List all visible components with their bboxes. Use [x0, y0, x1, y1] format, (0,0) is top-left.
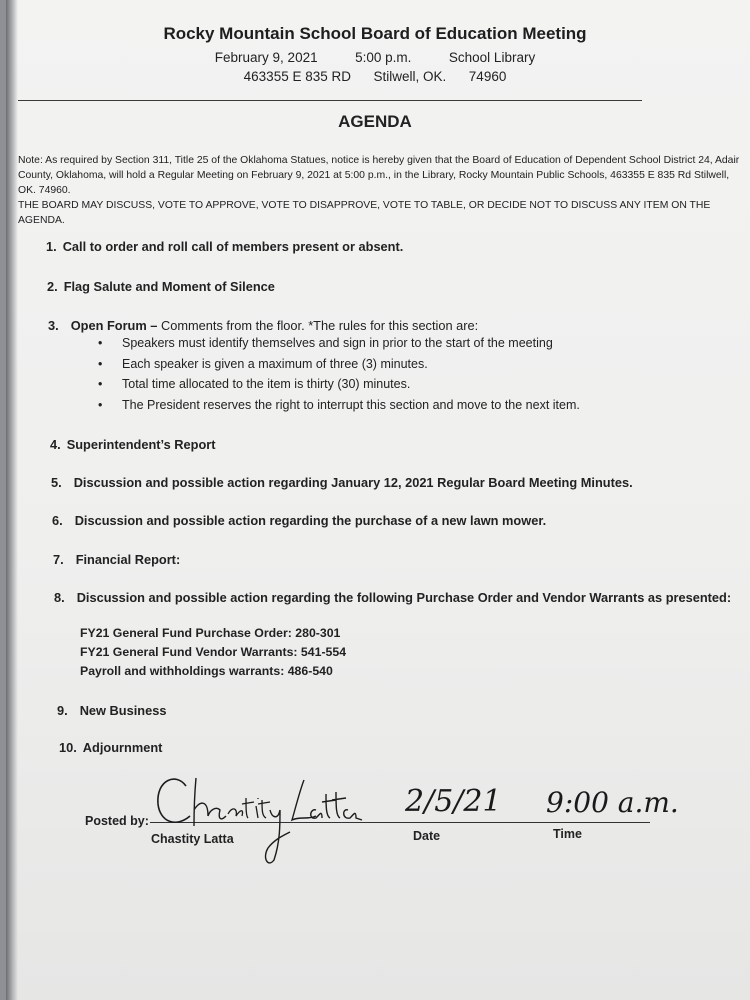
street-address: 463355 E 835 RD [243, 69, 351, 84]
bullet-icon: • [98, 377, 103, 391]
agenda-item: 3. Open Forum – Comments from the floor. *The rules for this section are: [48, 318, 479, 333]
bullet-icon: • [98, 336, 103, 350]
fund-line: FY21 General Fund Vendor Warrants: 541-554 [80, 645, 347, 659]
notice-caps: THE BOARD MAY DISCUSS, VOTE TO APPROVE, VOTE TO DISAPPROVE, VOTE TO TABLE, OR DECIDE NOT TO DISCUSS ANY ITEM ON THE AGENDA. [18, 200, 711, 226]
forum-rule: • Total time allocated to the item is thirty (30) minutes. [98, 377, 411, 391]
fund-line: FY21 General Fund Purchase Order: 280-301 [80, 626, 341, 640]
agenda-item: 6. Discussion and possible action regarding the purchase of a new lawn mower. [52, 513, 547, 528]
agenda-item: 5. Discussion and possible action regarding January 12, 2021 Regular Board Meeting Minutes. [51, 475, 633, 490]
bullet-icon: • [98, 398, 103, 412]
agenda-item: 2. Flag Salute and Moment of Silence [47, 279, 275, 294]
agenda-heading: AGENDA [338, 112, 412, 131]
handwritten-time: 9:00 a.m. [546, 786, 679, 819]
posted-by-label: Posted by: [85, 814, 149, 828]
agenda-item: 7. Financial Report: [53, 552, 181, 567]
agenda-item: 9. New Business [57, 703, 167, 718]
notice-text: Note: As required by Section 311, Title 25 of the Oklahoma Statues, notice is hereby given that the Board of Education of Dependent School District 24, Adair County, Oklahoma, will hold a Regular Meeting on February 9, 2021 at 5:00 p.m., in the Library, Rocky Mountain Public Schools, 463355 E 835 Rd Stilwell, OK. 74960. [18, 155, 740, 196]
header-divider [18, 100, 642, 101]
agenda-item: 10. Adjournment [59, 740, 163, 755]
date-label: Date [413, 829, 441, 843]
meeting-details [0, 50, 750, 65]
fund-line: Payroll and withholdings warrants: 486-540 [80, 664, 333, 678]
forum-rule: • Speakers must identify themselves and sign in prior to the start of the meeting [98, 336, 553, 350]
handwritten-date: 2/5/21 [405, 784, 502, 819]
bullet-icon: • [98, 357, 103, 371]
forum-rule: • Each speaker is given a maximum of three (3) minutes. [98, 357, 428, 371]
meeting-address [0, 69, 750, 84]
legal-notice [18, 153, 740, 228]
meeting-location: School Library [448, 50, 536, 65]
zip-code: 74960 [468, 69, 507, 84]
forum-rule: • The President reserves the right to interrupt this section and move to the next item. [98, 398, 580, 412]
meeting-date: February 9, 2021 [214, 50, 318, 65]
agenda-item: 1. Call to order and roll call of members present or absent. [46, 239, 404, 254]
handwritten-signature [150, 770, 390, 870]
city: Stilwell, OK. [373, 69, 447, 84]
page-edge-shadow [6, 0, 18, 1000]
document-title: Rocky Mountain School Board of Education Meeting [163, 24, 587, 43]
agenda-item: 8. Discussion and possible action regarding the following Purchase Order and Vendor Warrants as presented: [54, 590, 732, 605]
poster-name: Chastity Latta [151, 832, 234, 846]
meeting-time: 5:00 p.m. [355, 50, 412, 65]
agenda-item: 4. Superintendent’s Report [50, 437, 216, 452]
time-label: Time [553, 827, 582, 841]
